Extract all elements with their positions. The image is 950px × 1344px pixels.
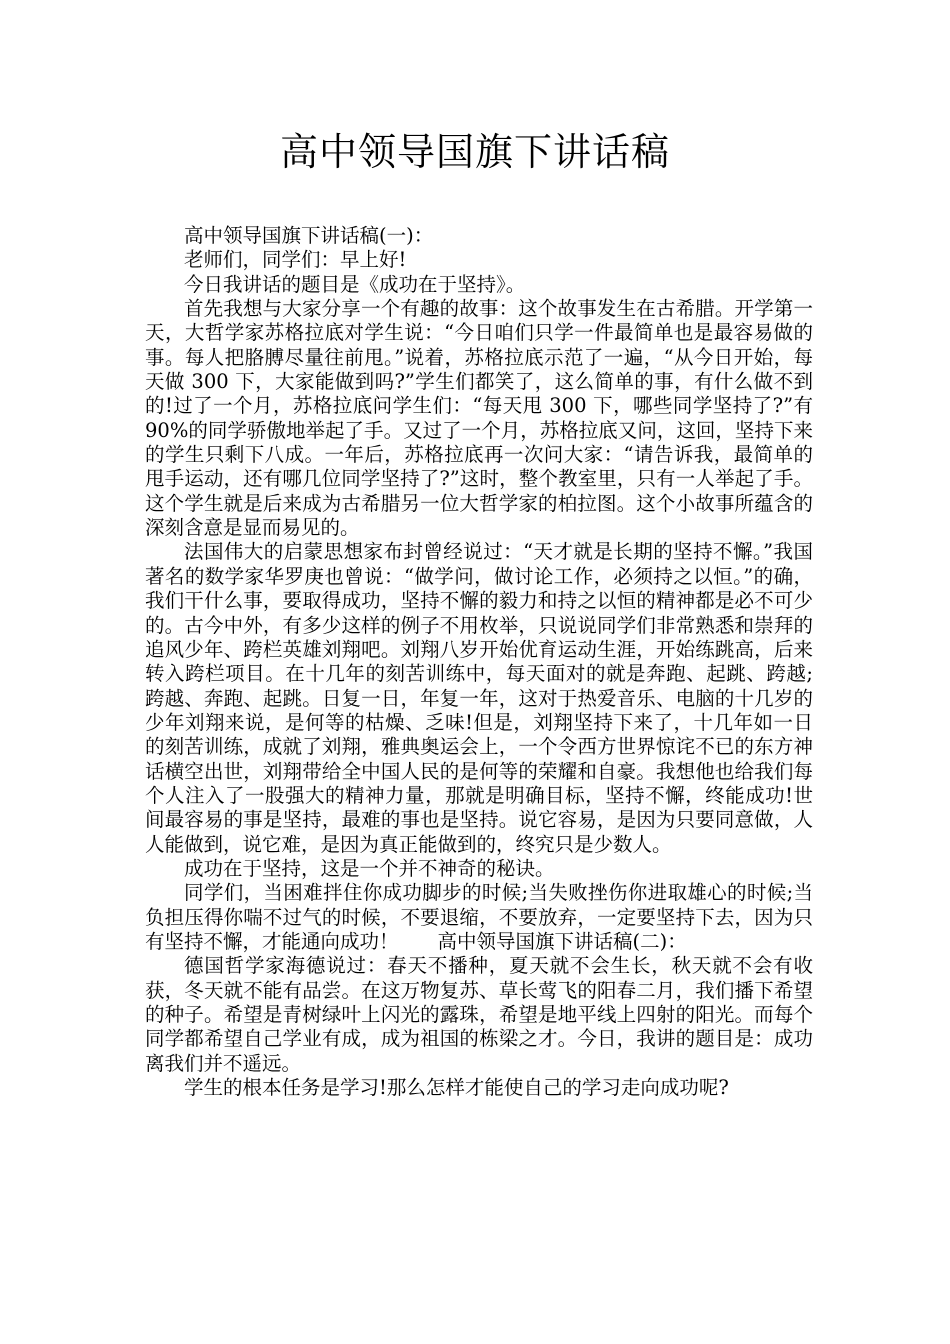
paragraph-topic: 今日我讲话的题目是《成功在于坚持》。 [184, 272, 526, 296]
paragraph-speech-two: 德国哲学家海德说过：春天不播种，夏天就不会生长，秋天就不会有收获，冬天就不能有品尝。在这万物复苏、草长莺飞的阳春二月，我们播下希望的种子。希望是青树绿叶上闪光的露珠，希望是地平线上四射的阳光。而每个同学都希望自己学业有成，成为祖国的栋梁之才。今日，我讲的题目是：成功离我们并不遥远。 [145, 954, 813, 1075]
document-title: 高中领导国旗下讲话稿 [279, 130, 670, 174]
paragraph-encouragement: 同学们，当困难拌住你成功脚步的时候;当失败挫伤你进取雄心的时候;当负担压得你喘不过气的时候，不要退缩，不要放弃，一定要坚持下去，因为只有坚持不懈，才能通向成功！ 高中领导国旗下讲话稿(二)： [145, 881, 813, 953]
paragraph-examples: 法国伟大的启蒙思想家布封曾经说过：“天才就是长期的坚持不懈。”我国著名的数学家华罗庚也曾说：“做学问，做讨论工作，必须持之以恒。”的确，我们干什么事，要取得成功，坚持不懈的毅力和持之以恒的精神都是必不可少的。古今中外，有多少这样的例子不用枚举，只说说同学们非常熟悉和崇拜的追风少年、跨栏英雄刘翔吧。刘翔八岁开始优育运动生涯，开始练跳高，后来转入跨栏项目。在十几年的刻苦训练中，每天面对的就是奔跑、起跳、跨越;跨越、奔跑、起跳。日复一日，年复一年，这对于热爱音乐、电脑的十几岁的少年刘翔来说，是何等的枯燥、乏味!但是，刘翔坚持下来了，十几年如一日的刻苦训练，成就了刘翔，雅典奥运会上，一个令西方世界惊诧不已的东方神话横空出世，刘翔带给全中国人民的是何等的荣耀和自豪。我想他也给我们每个人注入了一股强大的精神力量，那就是明确目标，坚持不懈，终能成功!世间最容易的事是坚持，最难的事也是坚持。说它容易，是因为只要同意做，人人能做到，说它难，是因为真正能做到的，终究只是少数人。 [145, 540, 813, 856]
paragraph-story: 首先我想与大家分享一个有趣的故事：这个故事发生在古希腊。开学第一天，大哲学家苏格拉底对学生说：“今日咱们只学一件最简单也是最容易做的事。每人把胳膊尽量往前甩。”说着，苏格拉底示范了一遍，“从今日开始，每天做 300 下，大家能做到吗?”学生们都笑了，这么简单的事，有什么做不到的!过了一个月，苏格拉底问学生们：“每天甩 300 下，哪些同学坚持了?”有 90%的同学骄傲地举起了手。又过了一个月，苏格拉底又问，这回，坚持下来的学生只剩下八成。一年后，苏格拉底再一次问大家：“请告诉我，最简单的甩手运动，还有哪几位同学坚持了?”这时，整个教室里，只有一人举起了手。这个学生就是后来成为古希腊另一位大哲学家的柏拉图。这个小故事所蕴含的深刻含意是显而易见的。 [145, 297, 813, 540]
document-body [145, 224, 813, 1100]
paragraph-secret: 成功在于坚持，这是一个并不神奇的秘诀。 [184, 856, 555, 880]
paragraph-question: 学生的根本任务是学习!那么怎样才能使自己的学习走向成功呢? [184, 1076, 729, 1100]
paragraph-greeting: 老师们，同学们：早上好! [184, 248, 407, 272]
paragraph-heading-one: 高中领导国旗下讲话稿(一)： [184, 224, 434, 247]
